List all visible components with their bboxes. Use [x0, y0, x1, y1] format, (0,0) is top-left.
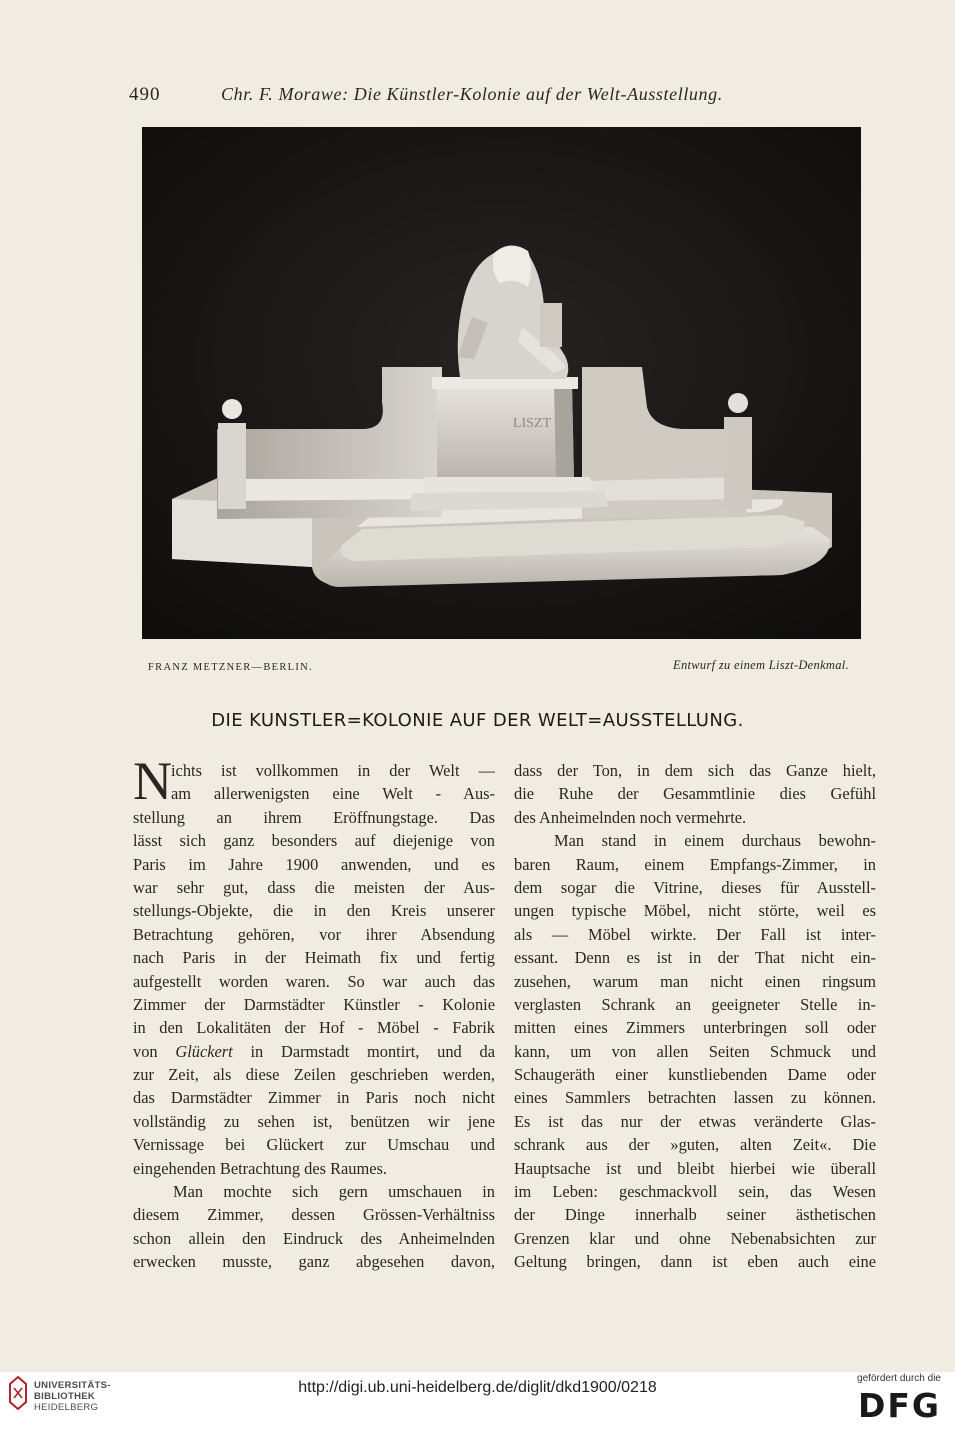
- text-line: Geltung bringen, dann ist eben auch eine: [514, 1252, 876, 1272]
- text-line: Schaugeräth einer kunstliebenden Dame oder: [514, 1065, 876, 1085]
- funding-note: gefördert durch die: [857, 1373, 941, 1384]
- library-line: UNIVERSITÄTS-: [34, 1380, 111, 1391]
- text-line: Betrachtung gehören, vor ihrer Absendung: [133, 924, 495, 944]
- page-number: 490: [129, 84, 161, 105]
- text-line: am allerwenigsten eine Welt - Aus-: [171, 784, 495, 804]
- permalink-url[interactable]: http://digi.ub.uni-heidelberg.de/diglit/dkd1900/0218: [298, 1379, 657, 1396]
- text-line: stellung an ihrem Eröffnungstage. Das: [133, 807, 495, 827]
- text-line: aufgestellt worden waren. So war auch das: [133, 971, 495, 991]
- text-line: Vernissage bei Glückert zur Umschau und: [133, 1135, 495, 1155]
- text-line: diesem Zimmer, dessen Grössen-Verhältniss: [133, 1205, 495, 1225]
- text-line: Man mochte sich gern umschauen in: [173, 1182, 495, 1202]
- text-fragment: von: [133, 1041, 158, 1061]
- text-line: essant. Denn es ist in der That nicht ein-: [514, 948, 876, 968]
- name-emphasis: Glückert: [175, 1041, 233, 1061]
- plinth-inscription: LISZT: [512, 416, 552, 431]
- dfg-logo: DFG: [857, 1386, 941, 1425]
- text-line: eines Sammlers betrachten lassen zu können.: [514, 1088, 876, 1108]
- running-title: Chr. F. Morawe: Die Künstler-Kolonie auf der Welt-Ausstellung.: [221, 84, 723, 104]
- text-line: Man stand in einem durchaus bewohn-: [554, 831, 876, 851]
- text-line: war sehr gut, dass die meisten der Aus-: [133, 877, 495, 897]
- photo-caption: Entwurf zu einem Liszt-Denkmal.: [673, 658, 849, 672]
- text-line: ichts ist vollkommen in der Welt —: [171, 761, 495, 780]
- liszt-monument-illustration: [142, 127, 861, 639]
- text-line: erwecken musste, ganz abgesehen davon,: [133, 1252, 495, 1272]
- text-line: stellungs-Objekte, die in den Kreis unserer: [133, 901, 495, 921]
- text-line: im Leben: geschmackvoll sein, das Wesen: [514, 1182, 876, 1202]
- text-line: dass der Ton, in dem sich das Ganze hielt,: [514, 761, 876, 780]
- text-line: ungen typische Möbel, nicht störte, weil es: [514, 901, 876, 921]
- text-line: baren Raum, einem Empfangs-Zimmer, in: [514, 854, 876, 874]
- library-line: BIBLIOTHEK: [34, 1391, 96, 1402]
- text-line: in den Lokalitäten der Hof - Möbel - Fabrik: [133, 1018, 495, 1038]
- text-line: Hauptsache ist und bleibt hierbei wie überall: [514, 1158, 876, 1178]
- text-line: zur Zeit, als diese Zeilen geschrieben werden,: [133, 1065, 495, 1085]
- text-line: die Ruhe der Gesammtlinie dies Gefühl: [514, 784, 876, 804]
- text-line: [133, 1040, 495, 1063]
- text-line: Grenzen klar und ohne Nebenabsichten zur: [514, 1228, 876, 1248]
- text-line: als — Möbel wirkte. Der Fall ist inter-: [514, 924, 876, 944]
- text-line: nach Paris in der Heimath fix und fertig: [133, 948, 495, 968]
- text-line: des Anheimelnden noch vermehrte.: [514, 807, 747, 827]
- text-line: schrank aus der »guten, alten Zeit«. Die: [514, 1135, 876, 1155]
- photo-credit: FRANZ METZNER—BERLIN.: [148, 662, 313, 673]
- text-line: verglasten Schrank an geeigneter Stelle in-: [514, 994, 876, 1014]
- library-line: HEIDELBERG: [34, 1402, 99, 1413]
- monument-photograph: [142, 127, 861, 639]
- text-line: dem sogar die Vitrine, dieses für Ausstell-: [514, 877, 876, 897]
- text-line: mitten eines Zimmers unterbringen soll oder: [514, 1018, 876, 1038]
- article-column-right: [514, 759, 876, 1274]
- article-column-left: [133, 751, 495, 1274]
- text-line: zusehen, warum man nicht einen ringsum: [514, 971, 876, 991]
- text-line: das Darmstädter Zimmer in Paris noch nicht: [133, 1088, 495, 1108]
- text-line: der Dinge innerhalb seiner ästhetischen: [514, 1205, 876, 1225]
- text-line: eingehenden Betrachtung des Raumes.: [133, 1158, 387, 1178]
- text-line: Paris im Jahre 1900 anwenden, und es: [133, 854, 495, 874]
- text-line: schon allein den Eindruck des Anheimelnden: [133, 1228, 495, 1248]
- text-line: Es ist das nur der etwas veränderte Glas-: [514, 1111, 876, 1131]
- text-line: kann, um von allen Seiten Schmuck und: [514, 1041, 876, 1061]
- article-heading: DIE KUNSTLER=KOLONIE AUF DER WELT=AUSSTELLUNG.: [211, 710, 744, 731]
- text-fragment: in Darmstadt montirt, und da: [250, 1041, 495, 1061]
- drop-cap: N: [133, 751, 172, 811]
- text-line: Zimmer der Darmstädter Künstler - Kolonie: [133, 994, 495, 1014]
- text-line: vollständig zu sehen ist, benützen wir jene: [133, 1111, 495, 1131]
- text-line: lässt sich ganz besonders auf diejenige von: [133, 831, 495, 851]
- page-header: [129, 84, 829, 114]
